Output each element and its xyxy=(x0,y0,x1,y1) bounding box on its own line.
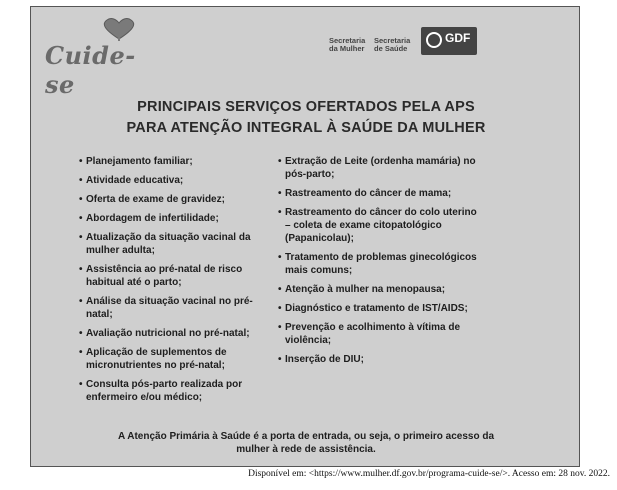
services-right-list xyxy=(278,155,478,372)
gdf-logo xyxy=(421,27,477,55)
heart-icon xyxy=(99,17,139,41)
list-item: • Tratamento de problemas ginecológicos mais comuns; xyxy=(278,251,478,277)
list-item: • Consulta pós-parto realizada por enfermeiro e/ou médico; xyxy=(79,378,279,404)
list-item: • Inserção de DIU; xyxy=(278,353,478,366)
list-item: • Assistência ao pré-natal de risco habitual até o parto; xyxy=(79,263,279,289)
footer-note: A Atenção Primária à Saúde é a porta de entrada, ou seja, o primeiro acesso da mulher à rede de assistência. xyxy=(117,431,495,455)
list-item: • Abordagem de infertilidade; xyxy=(79,212,279,225)
list-item: • Atividade educativa; xyxy=(79,174,279,187)
list-item: • Oferta de exame de gravidez; xyxy=(79,193,279,206)
list-item: • Extração de Leite (ordenha mamária) no pós-parto; xyxy=(278,155,478,181)
list-item: • Avaliação nutricional no pré-natal; xyxy=(79,327,279,340)
list-item: • Diagnóstico e tratamento de IST/AIDS; xyxy=(278,302,478,315)
gdf-emblem-icon xyxy=(426,32,442,48)
list-item: • Atenção à mulher na menopausa; xyxy=(278,283,478,296)
secretaria-saude-label: Secretaria de Saúde xyxy=(374,36,411,53)
cuide-se-logo xyxy=(43,23,153,99)
list-item: • Planejamento familiar; xyxy=(79,155,279,168)
gdf-label: GDF xyxy=(445,31,471,45)
list-item: • Prevenção e acolhimento à vítima de violência; xyxy=(278,321,478,347)
list-item: • Rastreamento do câncer do colo uterino – coleta de exame citopatológico (Papanicolau); xyxy=(278,206,478,245)
source-citation: Disponível em: <https://www.mulher.df.gov.br/programa-cuide-se/>. Acesso em: 28 nov. 2022. xyxy=(248,469,610,479)
logo-text: Cuide-se xyxy=(45,41,136,99)
poster xyxy=(30,6,580,467)
services-left-list xyxy=(79,155,279,410)
list-item: • Atualização da situação vacinal da mulher adulta; xyxy=(79,231,279,257)
list-item: • Análise da situação vacinal no pré-natal; xyxy=(79,295,279,321)
page-title-line2: PARA ATENÇÃO INTEGRAL À SAÚDE DA MULHER xyxy=(126,120,486,136)
page-title-line1: PRINCIPAIS SERVIÇOS OFERTADOS PELA APS xyxy=(137,99,475,115)
secretaria-mulher-label: Secretaria da Mulher xyxy=(329,36,366,53)
list-item: • Rastreamento do câncer de mama; xyxy=(278,187,478,200)
list-item: • Aplicação de suplementos de micronutrientes no pré-natal; xyxy=(79,346,279,372)
